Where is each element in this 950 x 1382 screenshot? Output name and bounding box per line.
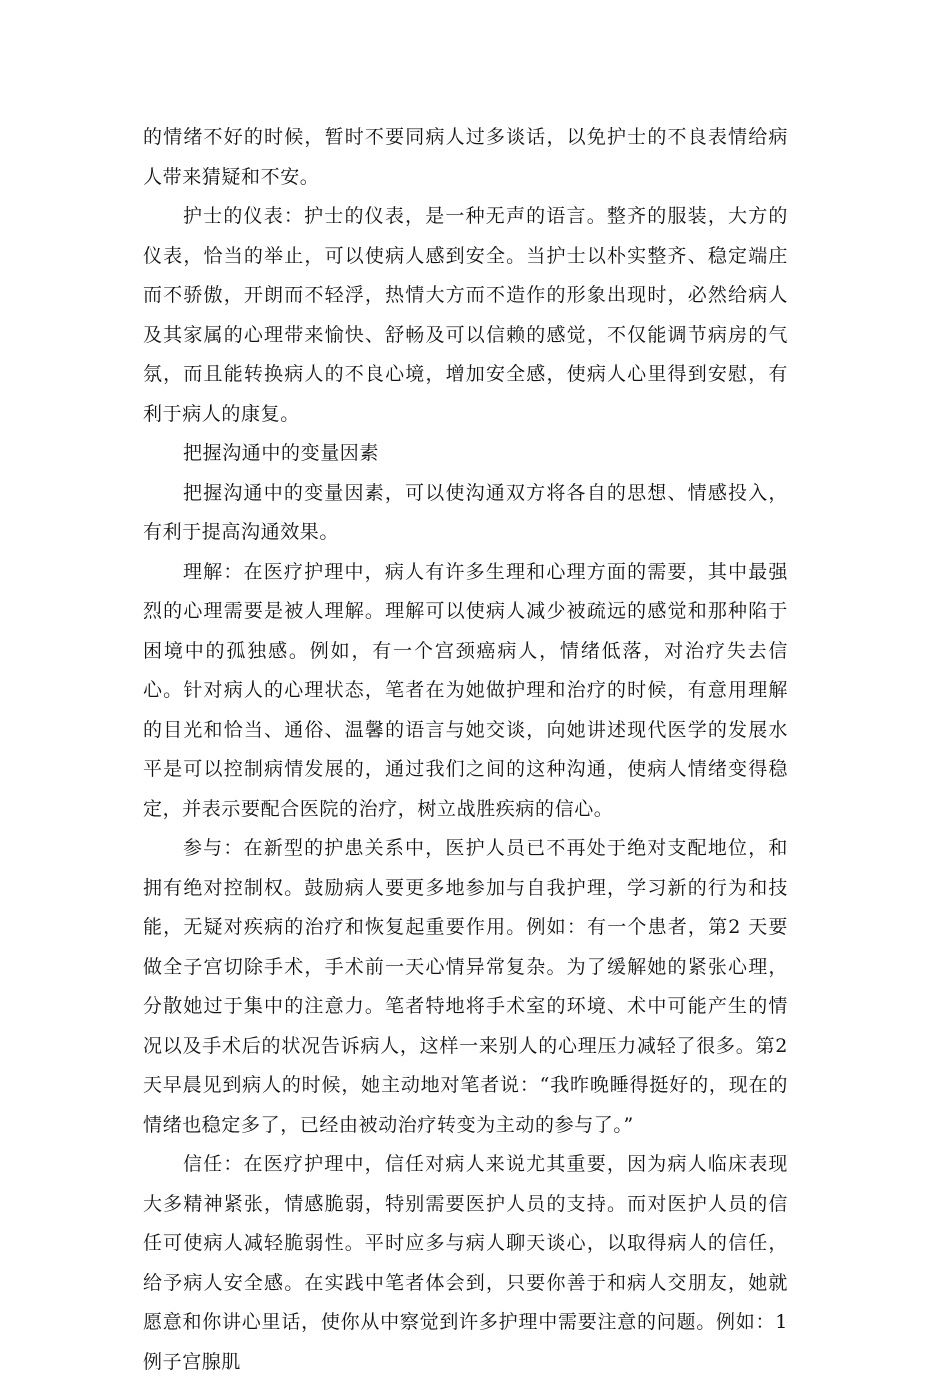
paragraph-trust: 信任：在医疗护理中，信任对病人来说尤其重要，因为病人临床表现大多精神紧张，情感脆弱，特别需要医护人员的支持。而对医护人员的信任可使病人减轻脆弱性。平时应多与病人聊天谈心，以取得病人的信任，给予病人安全感。在实践中笔者体会到，只要你善于和病人交朋友，她就愿意和你讲心里话，使你从中察觉到许多护理中需要注意的问题。例如：1 例子宫腺肌 <box>143 1153 788 1373</box>
paragraph-nurse-appearance: 护士的仪表：护士的仪表，是一种无声的语言。整齐的服装，大方的仪表，恰当的举止，可以使病人感到安全。当护士以朴实整齐、稳定端庄而不骄傲，开朗而不轻浮，热情大方而不造作的形象出现时，必然给病人及其家属的心理带来愉快、舒畅及可以信赖的感觉，不仅能调节病房的气氛，而且能转换病人的不良心境，增加安全感，使病人心里得到安慰，有利于病人的康复。 <box>143 205 788 425</box>
document-body <box>143 118 788 1382</box>
paragraph-continuation: 的情绪不好的时候，暂时不要同病人过多谈话，以免护士的不良表情给病人带来猜疑和不安。 <box>143 126 788 188</box>
paragraph-participation: 参与：在新型的护患关系中，医护人员已不再处于绝对支配地位，和拥有绝对控制权。鼓励病人要更多地参加与自我护理，学习新的行为和技能，无疑对疾病的治疗和恢复起重要作用。例如：有一个患者，第2 天要做全子宫切除手术，手术前一天心情异常复杂。为了缓解她的紧张心理，分散她过于集中的注意力。笔者特地将手术室的环境、术中可能产生的情况以及手术后的状况告诉病人，这样一来别人的心理压力减轻了很多。第2 天早晨见到病人的时候，她主动地对笔者说：“我昨晚睡得挺好的，现在的情绪也稳定多了，已经由被动治疗转变为主动的参与了。” <box>143 837 788 1136</box>
paragraph-variables-intro: 把握沟通中的变量因素，可以使沟通双方将各自的思想、情感投入，有利于提高沟通效果。 <box>143 481 788 543</box>
paragraph-understanding: 理解：在医疗护理中，病人有许多生理和心理方面的需要，其中最强烈的心理需要是被人理解。理解可以使病人减少被疏远的感觉和那种陷于困境中的孤独感。例如，有一个宫颈癌病人，情绪低落，对治疗失去信心。针对病人的心理状态，笔者在为她做护理和治疗的时候，有意用理解的目光和恰当、通俗、温馨的语言与她交谈，向她讲述现代医学的发展水平是可以控制病情发展的，通过我们之间的这种沟通，使病人情绪变得稳定，并表示要配合医院的治疗，树立战胜疾病的信心。 <box>143 560 788 820</box>
section-heading-variables: 把握沟通中的变量因素 <box>183 442 380 464</box>
